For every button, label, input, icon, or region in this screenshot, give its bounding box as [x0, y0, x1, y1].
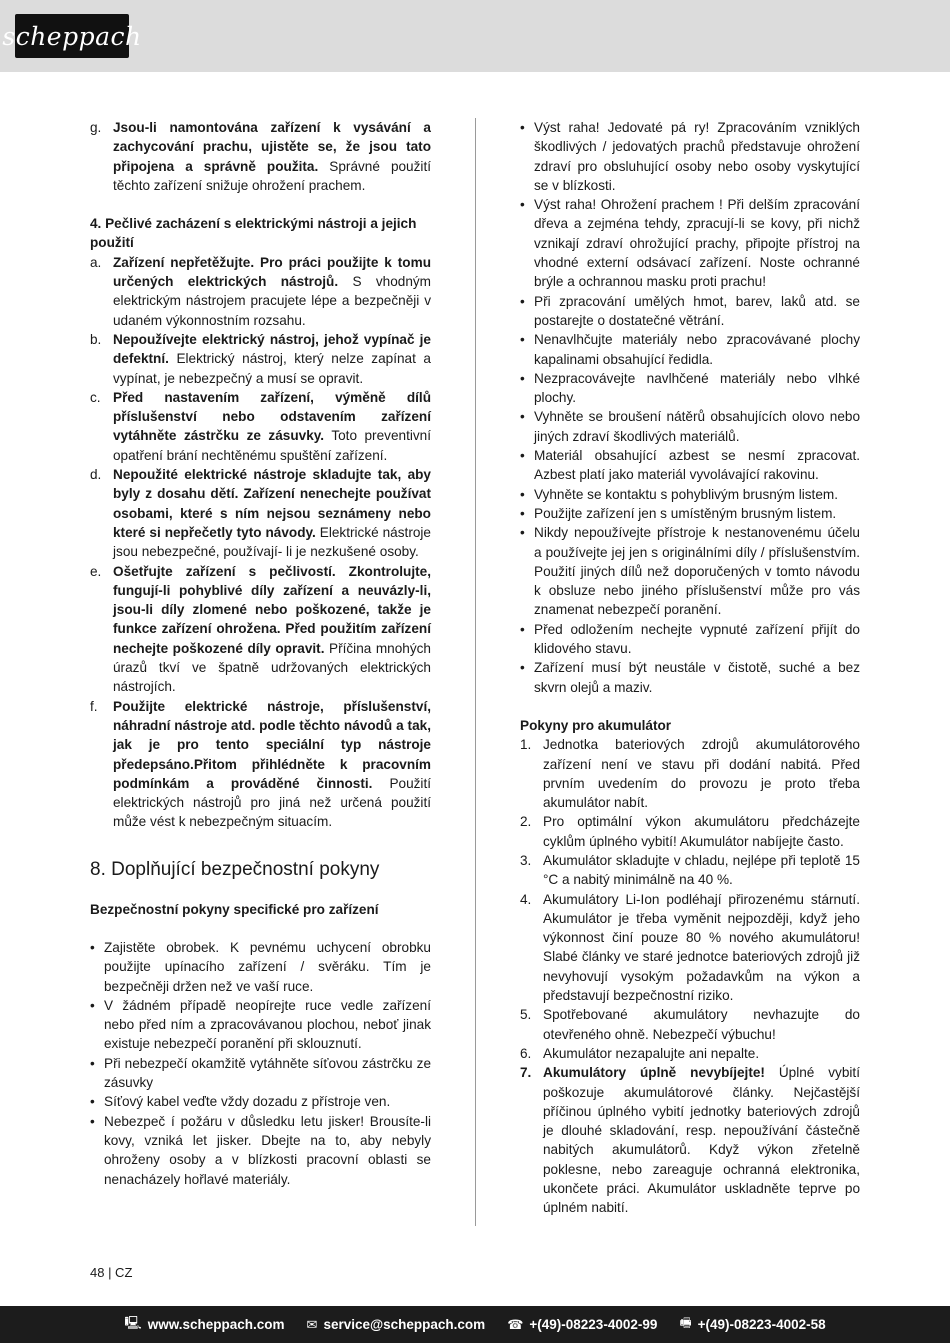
header-bar [0, 0, 950, 72]
list-item: g. Jsou-li namontována zařízení k vysávání a zachycování prachu, ujistěte se, že jsou tato připojena a správně použita. Správné použití těchto zařízení snižuje ohrožení prachem. [90, 120, 431, 193]
safety-bullet-list [520, 118, 860, 697]
section4-list [90, 253, 431, 832]
list-item: • Před odložením nechejte vypnuté zařízení přijít do klidového stavu. [520, 621, 860, 657]
list-item: 3. Akumulátor skladujte v chladu, nejlépe při teplotě 15 °C a nabitý minimálně na 40 %. [520, 852, 860, 888]
list-item: • Při nebezpečí okamžitě vytáhněte síťovou zástrčku ze zásuvky [90, 1055, 431, 1091]
list-item: e. Ošetřujte zařízení s pečlivostí. Zkontrolujte, fungují-li pohyblivé díly zařízení a neuvázly-li, jsou-li díly zlomené nebo poškozené, takže je funkce zařízení ohrožena. Před použitím zařízení nechejte poškozené díly opravit. Příčina mnohých úrazů tkví ve špatně udržovaných elektrických nástrojích. [90, 563, 431, 695]
list-item: 2. Pro optimální výkon akumulátoru předcházejte cyklům úplného vybití! Akumulátor nabíjejte často. [520, 814, 860, 849]
list-item: • Při zpracování umělých hmot, barev, laků atd. se postarejte o dostatečné větrání. [520, 293, 860, 328]
list-item: 7. Akumulátory úplně nevybíjejte! Úplné vybití poškozuje akumulátorové články. Nejčastější příčinou úplného vybití jednotky bateriových zdrojů je dlouhé skladování, resp. nepoužívání částečně nabitých akumulátorů. Když výkon zřetelně poklesne, nebo zareaguje ochranná elektronika, ukončete práci. Akumulátor uskladněte teprve po úplném nabití. [520, 1065, 860, 1216]
list-item: 4. Akumulátory Li-Ion podléhají přirozenému stárnutí. Akumulátor je třeba vyměnit nejpozději, když jeho výkonnost činí pouze 80 % nového akumulátoru! Slabé články ve staré jednotce bateriových zdrojů již nevyhovují vysokým požadavkům na výkon a představují bezpečnostní riziko. [520, 891, 860, 1004]
footer-website[interactable]: 🖳 www.scheppach.com [124, 1314, 284, 1336]
list-item: • Vyhněte se kontaktu s pohyblivým brusným listem. [520, 486, 838, 502]
right-column [520, 118, 860, 1218]
page-number: 48 | CZ [90, 1265, 133, 1280]
list-item: • Výst raha! Jedovaté pá ry! Zpracováním vzniklých škodlivých / jedovatých prachů představuje ohrožení zdraví pro obsluhující osoby nebo osoby vyskytující se v blízkosti. [520, 120, 860, 193]
list-item: • Materiál obsahující azbest se nesmí zpracovat. Azbest platí jako materiál vyvolávající rakovinu. [520, 448, 860, 483]
list-item: c. Před nastavením zařízení, výměně dílů příslušenství nebo odstavením zařízení vytáhněte zástrčku ze zásuvky. Toto preventivní opatření brání nechtěnému spuštění zařízení. [90, 389, 431, 463]
footer-fax[interactable]: 🖷 +(49)-08223-4002-58 [679, 1314, 825, 1336]
list-item: b. Nepoužívejte elektrický nástroj, jehož vypínač je defektní. Elektrický nástroj, který nelze zapínat a vypínat, je nebezpečný a musí se opravit. [90, 331, 431, 386]
list-item: a. Zařízení nepřetěžujte. Pro práci použijte k tomu určených elektrických nástrojů. S vhodným elektrickým nástrojem pracujete lépe a bezpečněji v udaném výkonnostním rozsahu. [90, 254, 431, 328]
footer-phone[interactable]: ☎ +(49)-08223-4002-99 [507, 1316, 658, 1332]
list-item: • Nebezpeč í požáru v důsledku letu jisker! Brousíte-li kovy, vzniká let jisker. Dbejte na to, aby nebyly ohroženy osoby a v blízkosti pracovní oblasti se nenacházely hořlavé materiály. [90, 1113, 431, 1187]
device-bullet-list [90, 938, 431, 1189]
list-item: d. Nepoužité elektrické nástroje skladujte tak, aby byly z dosahu dětí. Zařízení nenechejte používat osobami, které s ním nejsou seznámeny nebo které si nepřečetly tyto návody. Elektrické nástroje jsou nebezpečné, používají- li je nezkušené osoby. [90, 467, 431, 560]
footer-email[interactable]: ✉ service@scheppach.com [306, 1316, 486, 1332]
list-item: • Vyhněte se broušení nátěrů obsahujících olovo nebo jiných zdraví škodlivých materiálů. [520, 409, 860, 444]
left-column [90, 118, 431, 1189]
list-item: • Výst raha! Ohrožení prachem ! Při delším zpracování dřeva a zejména tehdy, zpracují-li se kovy, při nichž vznikají zdraví ohrožující prachy, připojte přístroj na vhodné externí odsávací zařízení. Noste ochranné brýle a ochrannou masku proti prachu! [520, 197, 860, 290]
list-item: • Zajistěte obrobek. K pevnému uchycení obrobku použijte upínacího zařízení / svěráku. Tím je bezpečněji držen než ve vaší ruce. [90, 939, 431, 994]
list-item: 1. Jednotka bateriových zdrojů akumulátorového zařízení není ve stavu při dodání nabitá. Před prvním uvedením do provozu je proto třeba akumulátor nabít. [520, 737, 860, 811]
mail-icon: ✉ [306, 1316, 318, 1332]
list-item: • Nenavlhčujte materiály nebo zpracovávané plochy kapalinami obsahující ředidla. [520, 332, 860, 367]
phone-icon: ☎ [507, 1316, 524, 1332]
list-item: • Nezpracovávejte navlhčené materiály nebo vlhké plochy. [520, 370, 860, 406]
scheppach-logo: scheppach [15, 14, 129, 58]
fax-icon: 🖷 [679, 1314, 692, 1330]
list-item: • Nikdy nepoužívejte přístroje k nestanovenému účelu a používejte jej jen s originálními díly / příslušenstvím. Použití jiných dílů než doporučených v tomto návodu k obsluze nebo jiného příslušenství může pro vás znamenat nebezpečí poranění. [520, 525, 860, 618]
battery-heading: Pokyny pro akumulátor [520, 717, 672, 733]
computer-icon: 🖳 [124, 1314, 142, 1330]
section-title: 8. Doplňující bezpečnostní pokyny [90, 858, 380, 880]
list-item: 6. Akumulátor nezapalujte ani nepalte. [520, 1045, 760, 1061]
list-item: • Použijte zařízení jen s umístěným brusným listem. [520, 505, 837, 521]
list-item: f. Použijte elektrické nástroje, příslušenství, náhradní nástroje atd. podle těchto návodů a tak, jak je pro tento speciální typ nástroje předepsáno.Přitom přihlédněte k pracovním podmínkám a prováděné činnosti. Použití elektrických nástrojů pro jiná než určená použití může vést k nebezpečným situacím. [90, 698, 431, 830]
list-item: • V žádném případě neopírejte ruce vedle zařízení nebo před ním a zpracovávanou plochou, neboť jinak existuje nebezpečí poranění při sklouznutí. [90, 997, 431, 1052]
list-item: 5. Spotřebované akumulátory nevhazujte do otevřeného ohně. Nebezpečí výbuchu! [520, 1007, 860, 1042]
section-heading: 4. Pečlivé zacházení s elektrickými nástroji a jejich použití [90, 216, 417, 251]
footer-bar [0, 1306, 950, 1343]
list-item: • Síťový kabel veďte vždy dozadu z přístroje ven. [90, 1094, 391, 1110]
column-divider [475, 118, 476, 1226]
battery-list [520, 735, 860, 1217]
subsection-heading: Bezpečnostní pokyny specifické pro zařízení [90, 901, 379, 917]
list-item: • Zařízení musí být neustále v čistotě, suché a bez skvrn olejů a maziv. [520, 660, 860, 695]
